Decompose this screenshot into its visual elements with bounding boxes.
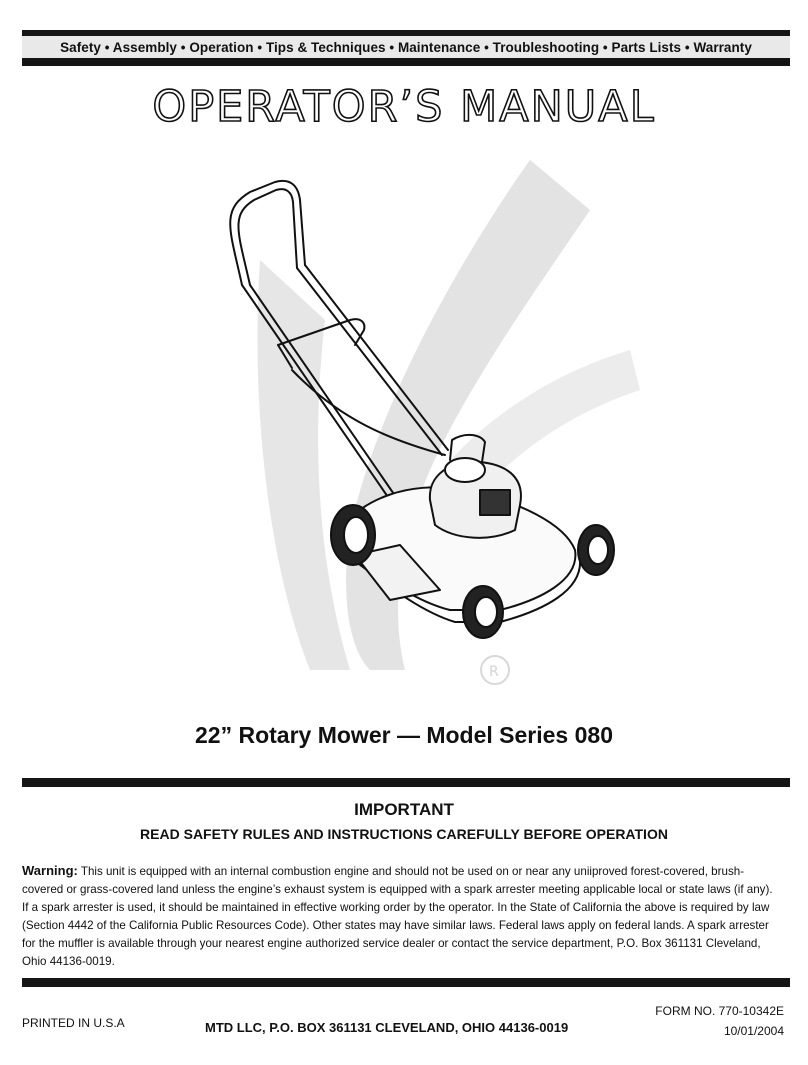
safety-subheading: READ SAFETY RULES AND INSTRUCTIONS CAREFULLY BEFORE OPERATION xyxy=(140,826,668,842)
mower-bail xyxy=(278,319,364,345)
form-number: FORM NO. 770-10342E xyxy=(655,1004,784,1018)
warning-paragraph xyxy=(22,862,792,971)
warning-line: This unit is equipped with an internal combustion engine and should not be used on or near any uniiproved forest-covered, brush- xyxy=(80,865,745,878)
warning-line: for the muffler is available through your nearest engine authorized service dealer or contact the service department, P.O. Box 361131 Cleveland, xyxy=(22,937,761,950)
form-date: 10/01/2004 xyxy=(723,1024,784,1038)
page-title: OPERATOR’S MANUAL xyxy=(152,82,656,132)
bottom-rule xyxy=(22,978,790,987)
warning-label: Warning: xyxy=(22,863,78,878)
section-nav-text: Safety • Assembly • Operation • Tips & Techniques • Maintenance • Troubleshooting • Parts Lists • Warranty xyxy=(60,39,752,55)
printed-in-usa: PRINTED IN U.S.A xyxy=(22,1016,125,1030)
mid-rule xyxy=(22,778,790,787)
important-heading: IMPORTANT xyxy=(354,800,454,819)
company-address: MTD LLC, P.O. BOX 361131 CLEVELAND, OHIO 44136-0019 xyxy=(205,1020,569,1035)
top-rule-lower xyxy=(22,58,790,66)
section-nav-band xyxy=(22,36,790,58)
lawn-mower-illustration xyxy=(180,170,630,640)
mower-handle xyxy=(230,181,305,285)
warning-line: Ohio 44136-0019. xyxy=(22,955,115,968)
warning-line: covered or grass-covered land unless the engine’s exhaust system is equipped with a spark arrester meeting applicable local or state laws (if any). xyxy=(22,883,773,896)
warning-line: If a spark arrester is used, it should be maintained in effective working order by the operator. In the State of California the above is required by law xyxy=(22,901,770,914)
warning-line: (Section 4442 of the California Public Resources Code). Other states may have similar laws. Federal laws apply on federal lands. A spark arrester xyxy=(22,919,769,932)
svg-text:R: R xyxy=(489,664,499,680)
model-subtitle: 22” Rotary Mower — Model Series 080 xyxy=(195,722,613,748)
